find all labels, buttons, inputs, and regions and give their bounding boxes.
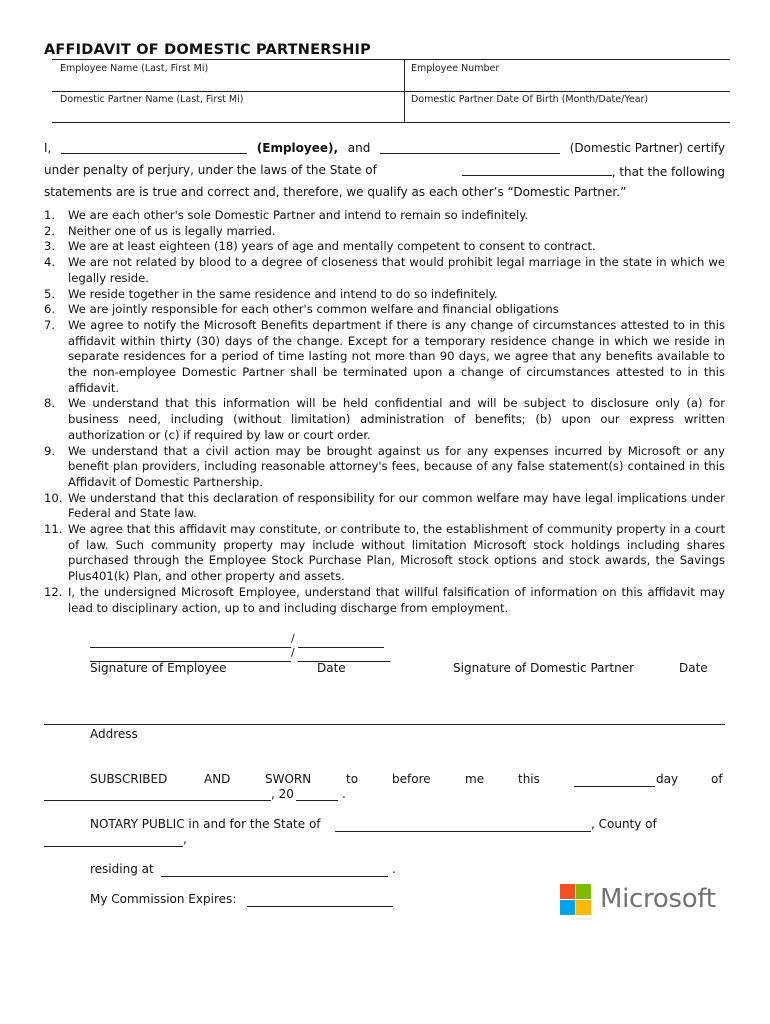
notary-text: before: [392, 772, 431, 786]
partner-dob-field[interactable]: Domestic Partner Date Of Birth (Month/Date/Year): [411, 94, 649, 105]
intro-text: and: [347, 141, 371, 155]
list-item-number: 11.: [44, 522, 63, 537]
list-item-text: We understand that a civil action may be brought against us for any expenses incurred by Microsoft or any benefit plan providers, including reasonable attorney's fees, because of any false statement(s) contained in this Affidavit of Domestic Partnership.: [68, 443, 725, 489]
list-item: [44, 491, 725, 522]
notary-text: of: [711, 772, 723, 786]
intro-line-1: [44, 141, 725, 155]
notary-text: to: [346, 772, 359, 786]
commission-blank[interactable]: [247, 906, 393, 907]
document-title: AFFIDAVIT OF DOMESTIC PARTNERSHIP: [44, 42, 371, 58]
notary-county-label: , County of: [591, 817, 657, 831]
notary-county-blank[interactable]: [44, 846, 183, 847]
notary-text: , 20: [271, 787, 294, 801]
list-item: [44, 224, 725, 240]
year-blank[interactable]: [296, 800, 338, 801]
partner-signature-label: Signature of Domestic Partner: [453, 661, 635, 675]
list-item-number: 6.: [44, 302, 56, 317]
partner-name-blank[interactable]: [380, 141, 560, 154]
intro-text: (Domestic Partner) certify: [569, 141, 725, 155]
list-item: [44, 287, 725, 303]
list-item-number: 2.: [44, 223, 56, 238]
table-divider: [52, 91, 730, 92]
list-item: [44, 208, 725, 224]
state-blank[interactable]: [462, 163, 612, 176]
list-item-text: We agree that this affidavit may constitute, or contribute to, the establishment of community property in a court of law. Such community property may include without limitation Microsoft stock holdings including shares purchased through the Employee Stock Purchase Plan, Microsoft stock options and stock awards, the Savings Plus401(k) Plan, and other property and assets.: [68, 522, 725, 584]
list-item: [44, 302, 725, 318]
notary-text: .: [342, 787, 346, 801]
slash: /: [291, 646, 295, 659]
logo-square-green: [576, 884, 591, 899]
list-item: [44, 239, 725, 255]
notary-text: SUBSCRIBED: [90, 772, 168, 786]
list-item-text: I, the undersigned Microsoft Employee, understand that willful falsification of information on this affidavit may lead to disciplinary action, up to and including discharge from employment.: [68, 584, 725, 615]
employee-label: (Employee),: [256, 141, 339, 155]
address-label: Address: [90, 727, 138, 741]
list-item-text: We agree to notify the Microsoft Benefits department if there is any change of circumstances attested to in this affidavit within thirty (30) days of the change. Except for a temporary residence change in which we reside in separate residences for a period of time lasting not more than 90 days, we agree that any benefits available to the non-employee Domestic Partner shall be terminated upon a change of circumstances attested to in this affidavit.: [68, 317, 725, 395]
list-item-text: We are each other's sole Domestic Partner and intend to remain so indefinitely.: [68, 208, 529, 222]
list-item: [44, 396, 725, 443]
employee-signature-label: Signature of Employee: [90, 661, 227, 675]
list-item: [44, 585, 725, 616]
list-item-number: 1.: [44, 208, 56, 222]
intro-text: I,: [44, 141, 52, 155]
notary-text: this: [518, 772, 540, 786]
logo-wordmark: Microsoft: [600, 884, 716, 914]
list-item-text: We are jointly responsible for each other's common welfare and financial obligations: [68, 302, 559, 317]
list-item-text: We reside together in the same residence and intend to do so indefinitely.: [68, 286, 498, 301]
commission-label: My Commission Expires:: [90, 892, 237, 906]
list-item-text: We are not related by blood to a degree of closeness that would prohibit legal marriage in the state in which we legally reside.: [68, 255, 725, 285]
logo-square-red: [560, 884, 575, 899]
table-column-divider: [404, 60, 405, 123]
table-bottom-border: [52, 122, 730, 123]
list-item-text: Neither one of us is legally married.: [68, 223, 276, 238]
list-item-number: 7.: [44, 317, 56, 332]
microsoft-logo: [560, 884, 716, 917]
intro-text: , that the following: [611, 165, 725, 179]
intro-line-2: [44, 163, 725, 179]
list-item-number: 10.: [44, 490, 63, 505]
notary-text: ,: [183, 832, 187, 846]
statement-list: [44, 208, 725, 616]
list-item: [44, 318, 725, 397]
notary-text: SWORN: [265, 772, 312, 786]
residing-label: residing at: [90, 862, 154, 876]
address-line[interactable]: [44, 724, 725, 725]
list-item-text: We are at least eighteen (18) years of age and mentally competent to consent to contract.: [68, 239, 596, 254]
residing-blank[interactable]: [161, 876, 388, 877]
employee-date-line[interactable]: [298, 647, 384, 648]
list-item: [44, 522, 725, 585]
list-item-number: 12.: [44, 584, 63, 599]
notary-text: AND: [204, 772, 231, 786]
list-item: [44, 255, 725, 286]
employee-signature-line[interactable]: [90, 647, 291, 648]
employee-name-field[interactable]: Employee Name (Last, First Mi): [60, 63, 209, 74]
day-blank[interactable]: [574, 786, 655, 787]
intro-line-3: statements are is true and correct and, therefore, we qualify as each other’s “Domestic Partner.”: [44, 185, 627, 199]
logo-square-yellow: [576, 900, 591, 915]
list-item-number: 3.: [44, 239, 56, 254]
partner-date-label: Date: [679, 661, 708, 675]
notary-text: day: [656, 772, 679, 786]
month-blank[interactable]: [44, 800, 271, 801]
list-item: [44, 444, 725, 491]
partner-name-field[interactable]: Domestic Partner Name (Last, First Mi): [60, 94, 244, 105]
list-item-number: 4.: [44, 255, 56, 270]
logo-square-blue: [560, 900, 575, 915]
list-item-number: 5.: [44, 286, 56, 301]
notary-state-blank[interactable]: [335, 831, 591, 832]
notary-state-label: NOTARY PUBLIC in and for the State of: [90, 817, 321, 831]
employee-info-table: [52, 59, 730, 123]
slash: /: [291, 632, 295, 645]
list-item-number: 8.: [44, 396, 56, 411]
list-item-number: 9.: [44, 443, 56, 458]
intro-text: under penalty of perjury, under the laws of the State of: [44, 163, 377, 177]
employee-name-blank[interactable]: [61, 141, 247, 154]
employee-date-label: Date: [317, 661, 346, 675]
list-item-text: We understand that this declaration of responsibility for our common welfare may have legal implications under Federal and State law.: [68, 490, 725, 521]
list-item-text: We understand that this information will be held confidential and will be subject to disclosure only (a) for business need, including (without limitation) administration of benefits; (b) upon our express written authorization or (c) if required by law or court order.: [68, 396, 725, 442]
notary-text: .: [392, 862, 396, 876]
notary-text: me: [465, 772, 485, 786]
employee-number-field[interactable]: Employee Number: [411, 63, 500, 74]
